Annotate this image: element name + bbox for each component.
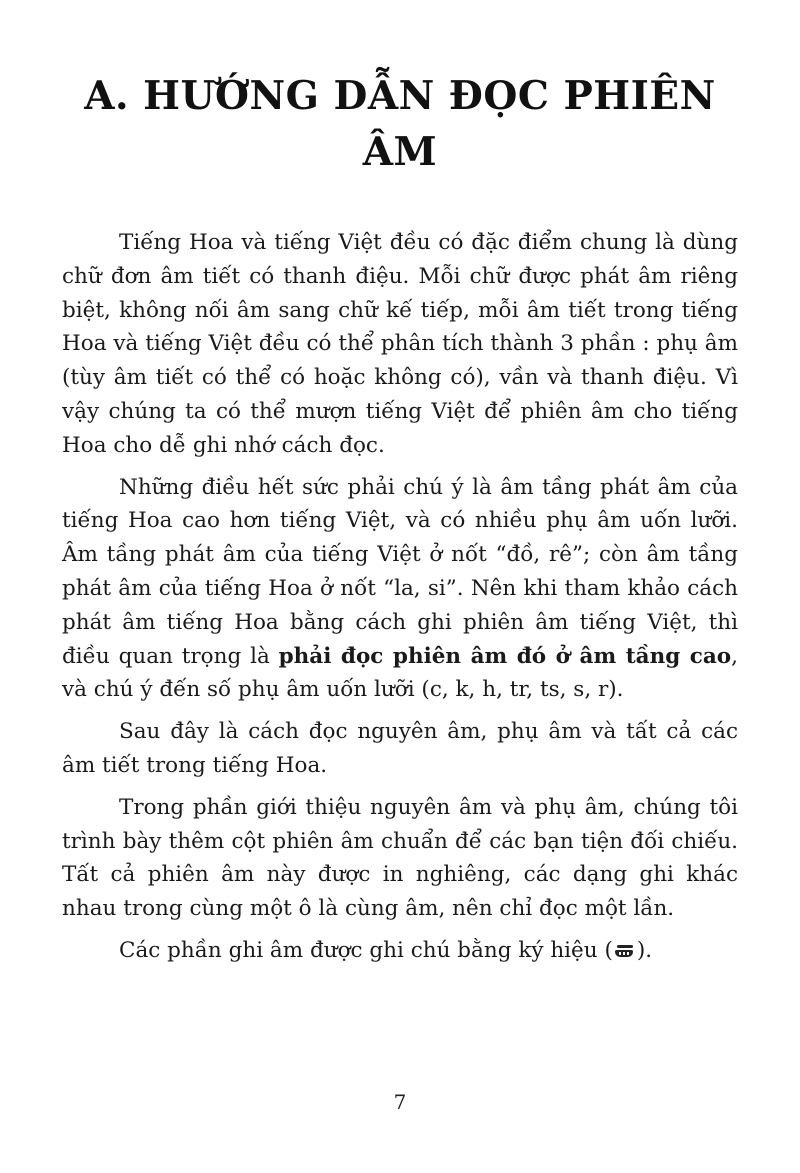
audio-symbol-text-end: ).	[636, 937, 653, 963]
audio-symbol-text-start: Các phần ghi âm được ghi chú bằng ký hiệu (	[119, 937, 613, 963]
emphasis-high-pitch: phải đọc phiên âm đó ở âm tầng cao	[278, 643, 732, 669]
paragraph-audio-symbol	[62, 934, 738, 968]
body-text	[62, 226, 738, 968]
page-title: A. HƯỚNG DẪN ĐỌC PHIÊN ÂM	[84, 73, 716, 175]
page-number: 7	[393, 1090, 407, 1114]
paragraph-pronunciation-note	[62, 471, 738, 708]
paragraph-pronunciation-text-start: Những điều hết sức phải chú ý là âm tầng phát âm của tiếng Hoa cao hơn tiếng Việt, và có nhiều phụ âm uốn lưỡi. Âm tầng phát âm của tiếng Việt ở nốt “đồ, rê”; còn âm tầng phát âm của tiếng Hoa ở nốt “la, si”. Nên khi tham khảo cách phát âm tiếng Hoa bằng cách ghi phiên âm tiếng Việt, thì điều quan trọng là	[62, 474, 738, 669]
paragraph-pronunciation-text-end: , và chú ý đến số phụ âm uốn lưỡi (c, k, h, tr, ts, s, r).	[62, 643, 738, 703]
paragraph-overview: Sau đây là cách đọc nguyên âm, phụ âm và tất cả các âm tiết trong tiếng Hoa.	[62, 719, 738, 778]
paragraph-intro: Tiếng Hoa và tiếng Việt đều có đặc điểm chung là dùng chữ đơn âm tiết có thanh điệu. Mỗi chữ được phát âm riêng biệt, không nối âm sang chữ kế tiếp, mỗi âm tiết trong tiếng Hoa và tiếng Việt đều có thể phân tích thành 3 phần : phụ âm (tùy âm tiết có thể có hoặc không có), vần và thanh điệu. Vì vậy chúng ta có thể mượn tiếng Việt để phiên âm cho tiếng Hoa cho dễ ghi nhớ cách đọc.	[62, 230, 738, 458]
cassette-recorder-icon	[614, 943, 636, 959]
paragraph-phonetic-columns: Trong phần giới thiệu nguyên âm và phụ âm, chúng tôi trình bày thêm cột phiên âm chuẩn để các bạn tiện đối chiếu. Tất cả phiên âm này được in nghiêng, các dạng ghi khác nhau trong cùng một ô là cùng âm, nên chỉ đọc một lần.	[62, 794, 738, 922]
